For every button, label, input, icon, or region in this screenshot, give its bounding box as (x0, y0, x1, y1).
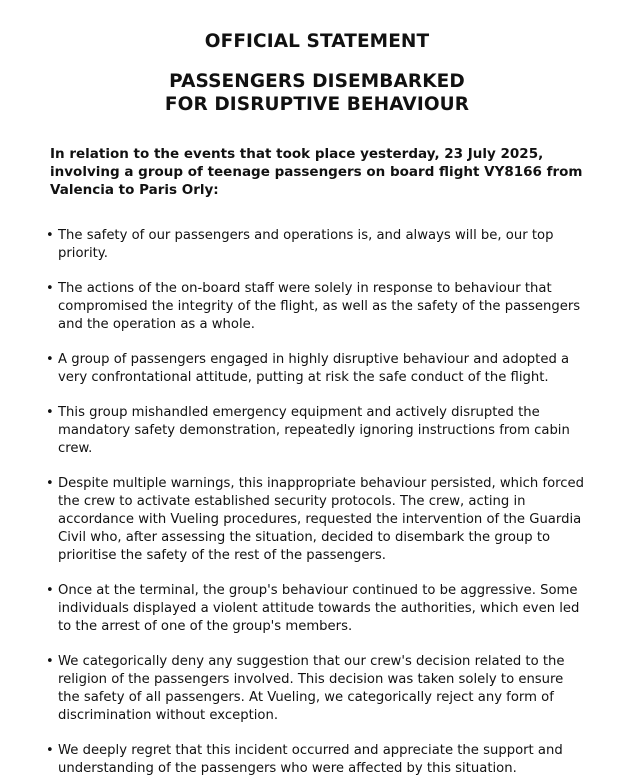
bullet-text: A group of passengers engaged in highly disruptive behaviour and adopted a very confrontational attitude, putting at risk the safe conduct of the flight. (58, 352, 570, 385)
bullet-dot-icon: • (46, 743, 54, 758)
bullet-text: The safety of our passengers and operations is, and always will be, our top priority. (58, 228, 554, 261)
bullet-dot-icon: • (46, 405, 54, 420)
statement-subtitle-line-2: FOR DISRUPTIVE BEHAVIOUR (164, 94, 470, 115)
statement-subtitle (48, 70, 586, 116)
bullet-item (48, 227, 586, 263)
bullet-text: The actions of the on-board staff were solely in response to behaviour that compromised the integrity of the flight, as well as the safety of the passengers and the operation as a whole. (58, 281, 581, 332)
bullet-text: This group mishandled emergency equipment and actively disrupted the mandatory safety demonstration, repeatedly ignoring instructions from cabin crew. (58, 405, 570, 456)
bullet-dot-icon: • (46, 281, 54, 296)
bullet-text: Once at the terminal, the group's behaviour continued to be aggressive. Some individuals displayed a violent attitude towards the authorities, which even led to the arrest of one of the group's members. (58, 583, 580, 634)
statement-bullet-list (48, 227, 586, 778)
bullet-text: We deeply regret that this incident occurred and appreciate the support and understanding of the passengers who were affected by this situation. (58, 743, 563, 776)
statement-subtitle-line-1: PASSENGERS DISEMBARKED (169, 71, 465, 92)
bullet-item (48, 653, 586, 725)
bullet-dot-icon: • (46, 228, 54, 243)
statement-title: OFFICIAL STATEMENT (204, 31, 430, 52)
bullet-dot-icon: • (46, 654, 54, 669)
bullet-dot-icon: • (46, 352, 54, 367)
bullet-item (48, 280, 586, 334)
bullet-dot-icon: • (46, 476, 54, 491)
statement-intro: In relation to the events that took place yesterday, 23 July 2025, involving a group of teenage passengers on board flight VY8166 from Valencia to Paris Orly: (50, 146, 583, 198)
statement-heading (48, 30, 586, 116)
bullet-item (48, 351, 586, 387)
bullet-dot-icon: • (46, 583, 54, 598)
bullet-item (48, 742, 586, 778)
bullet-item (48, 582, 586, 636)
bullet-text: Despite multiple warnings, this inappropriate behaviour persisted, which forced the crew to activate established security protocols. The crew, acting in accordance with Vueling procedures, requested the intervention of the Guardia Civil who, after assessing the situation, decided to disembark the group to prioritise the safety of the rest of the passengers. (58, 476, 585, 563)
bullet-item (48, 475, 586, 565)
bullet-item (48, 404, 586, 458)
bullet-text: We categorically deny any suggestion that our crew's decision related to the religion of the passengers involved. This decision was taken solely to ensure the safety of all passengers. At Vueling, we categorically reject any form of discrimination without exception. (58, 654, 565, 723)
